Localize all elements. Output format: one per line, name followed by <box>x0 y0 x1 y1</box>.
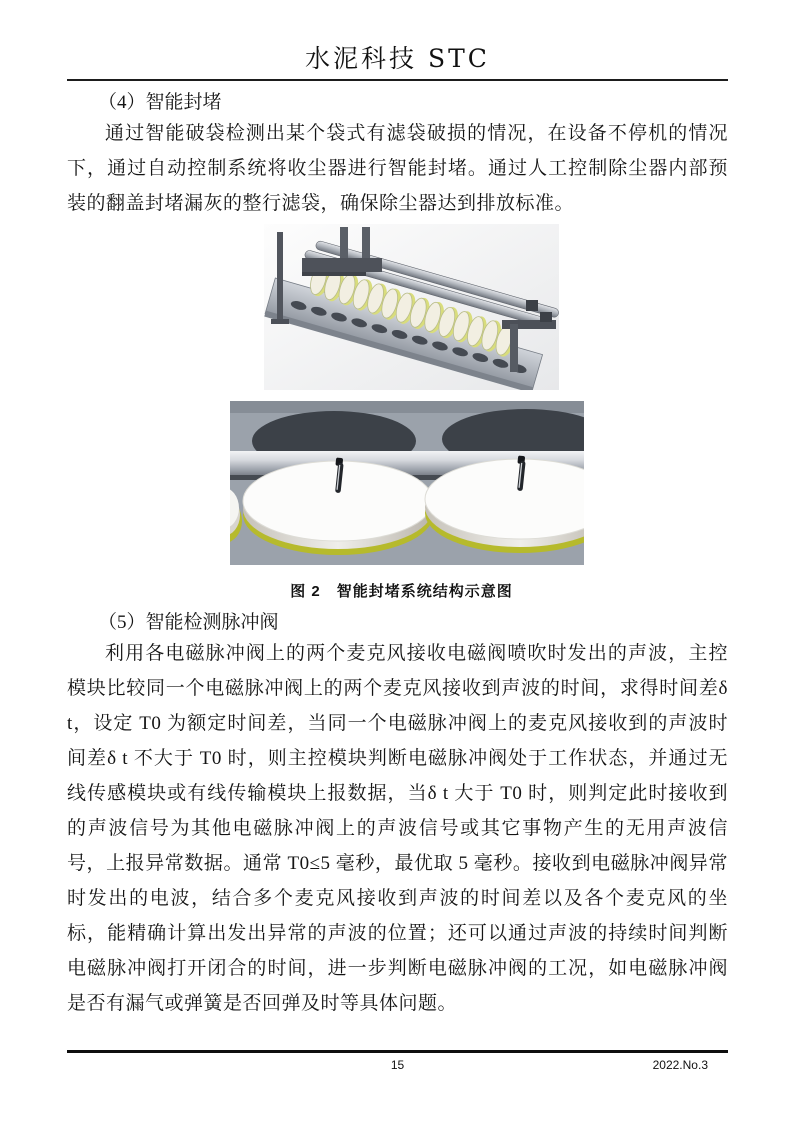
cad-closeup-render <box>230 401 584 565</box>
figure-2-image-overview <box>264 224 559 390</box>
cad-overview-render <box>264 224 559 390</box>
header-rule <box>67 79 728 81</box>
page-content <box>67 0 728 1021</box>
section-heading-5: （5）智能检测脉冲阀 <box>98 612 279 633</box>
issue-label: 2022.No.3 <box>652 1058 708 1072</box>
paragraph-section-4: 通过智能破袋检测出某个袋式有滤袋破损的情况，在设备不停机的情况下，通过自动控制系统将收尘器进行智能封堵。通过人工控制除尘器内部预装的翻盖封堵漏灰的整行滤袋，确保除尘器达到排放标准。 <box>67 123 728 214</box>
journal-title: 水泥科技 STC <box>305 44 490 73</box>
figure-2-caption: 图 2 智能封堵系统结构示意图 <box>290 583 513 600</box>
section-heading-4: （4）智能封堵 <box>98 92 222 113</box>
sealing-disc-right <box>425 459 584 553</box>
page-number: 15 <box>390 1058 405 1072</box>
figure-2 <box>67 221 728 601</box>
page-footer <box>67 1050 728 1072</box>
figure-2-image-closeup <box>230 401 584 565</box>
paragraph-section-5: 利用各电磁脉冲阀上的两个麦克风接收电磁阀喷吹时发出的声波，主控模块比较同一个电磁脉冲阀上的两个麦克风接收到声波的时间，求得时间差δ t，设定 T0 为额定时间差，当同一个电磁脉冲阀上的麦克风接收到的声波时间差δ t 不大于 T0 时，则主控模块判断电磁脉冲阀处于工作状态，并通过无线传感模块或有线传输模块上报数据，当δ t 大于 T0 时，则判定此时接收到的声波信号为其他电磁脉冲阀上的声波信号或其它事物产生的无用声波信号，上报异常数据。通常 T0≤5 毫秒，最优取 5 毫秒。接收到电磁脉冲阀异常时发出的电波，结合多个麦克风接收到声波的时间差以及各个麦克风的坐标，能精确计算出发出异常的声波的位置；还可以通过声波的持续时间判断电磁脉冲阀打开闭合的时间，进一步判断电磁脉冲阀的工况，如电磁脉冲阀是否有漏气或弹簧是否回弹及时等具体问题。 <box>67 643 728 1014</box>
